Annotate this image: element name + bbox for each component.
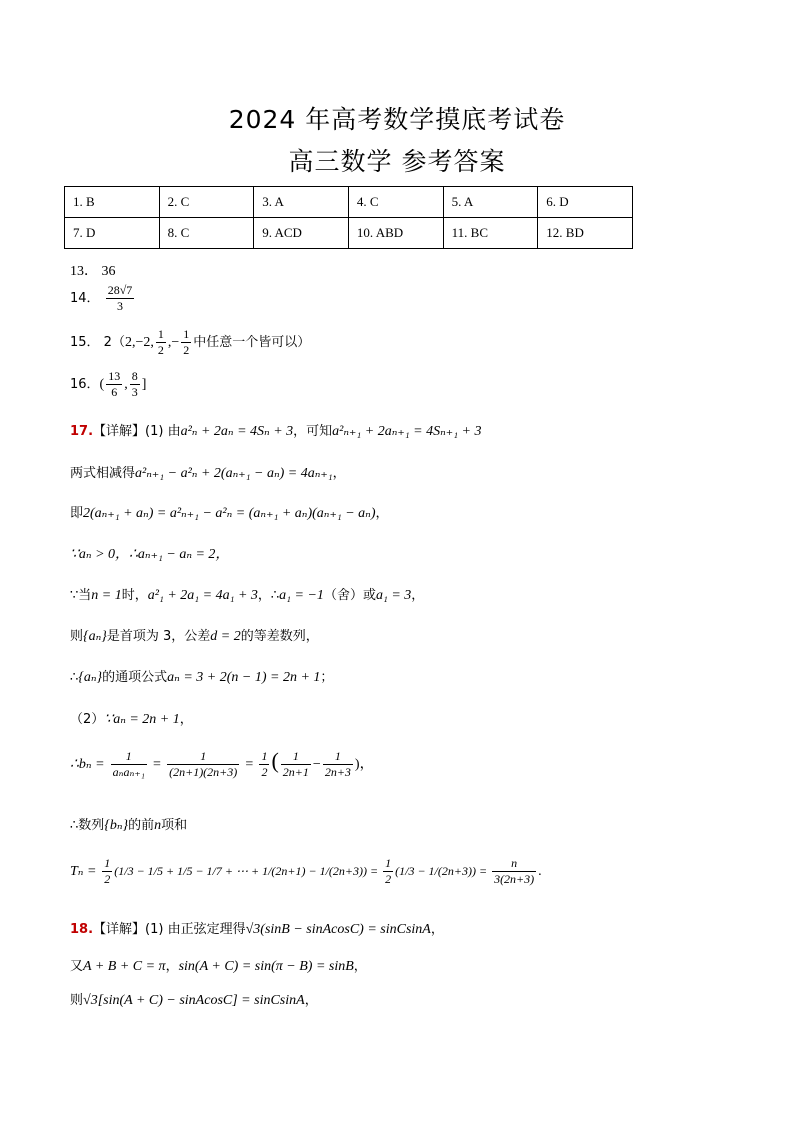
answer-cell: 7. D [65,218,160,249]
q17-line-1: 17.【详解】(1) 由a²ₙ + 2aₙ = 4Sₙ + 3，可知a²ₙ₊₁ + 2aₙ₊₁ = 4Sₙ₊₁ + 3 [70,424,482,439]
q17-line-5: ∵当n = 1时，a²₁ + 2a₁ = 4a₁ + 3，∴a₁ = −1（舍）或a₁ = 3， [70,588,425,603]
fraction: $\frac{1}{2n+3}$ [324,749,351,779]
q17-line-11: Tₙ = $\frac{1}{2}$ (1/3 − 1/5 + 1/5 − 1/7 + ⋯ + 1/(2n+1) − 1/(2n+3)) = $\frac{1}{2}$ (1/3 − 1/(2n+3)) = $\frac{n}{3(2n+3)}$ . [70,856,542,886]
fraction: $\frac{1}{(2n+1)(2n+3)}$ [169,749,238,779]
answer-cell: 1. B [65,187,160,218]
q18-line-2: 又A + B + C = π，sin(A + C) = sin(π − B) = sinB， [70,959,367,974]
q17-line-9: ∴bₙ = $\frac{1}{\text{aₙaₙ₊₁}}$ = $\frac{1}{(2n+1)(2n+3)}$ = $\frac{1}{2}$ ( $\frac{1}{2n+1}$ − $\frac{1}{2n+3}$ )， [70,748,374,779]
answer-13: 13． 36 [70,264,116,279]
answer-cell: 5. A [443,187,538,218]
answer-14: 14． $\frac{28√7}{3}$ [70,283,133,313]
answer-cell: 9. ACD [254,218,349,249]
answer-cell: 10. ABD [348,218,443,249]
fraction: $\frac{28√7}{3}$ [107,283,133,313]
answer-cell: 8. C [159,218,254,249]
q17-line-2: 两式相减得a²ₙ₊₁ − a²ₙ + 2(aₙ₊₁ − aₙ) = 4aₙ₊₁， [70,466,346,481]
q17-line-7: ∴{aₙ}的通项公式aₙ = 3 + 2(n − 1) = 2n + 1； [70,670,334,685]
answer-table [64,186,633,249]
q17-line-6: 则{aₙ}是首项为 3，公差d = 2的等差数列， [70,629,319,644]
answer-16: 16．( $\frac{13}{6}$ , $\frac{8}{3}$ ] [70,369,147,399]
fraction: $\frac{1}{\text{aₙaₙ₊₁}}$ [112,749,145,779]
answer-row [65,187,633,218]
q17-line-8: （2）∵aₙ = 2n + 1， [70,712,193,727]
document-title: 2024 年高考数学摸底考试卷 [228,105,566,134]
answer-cell: 2. C [159,187,254,218]
answer-cell: 6. D [538,187,633,218]
fraction: $\frac{1}{2n+1}$ [282,749,309,779]
fraction: $\frac{13}{6}$ [108,369,121,399]
q17-line-4: ∵aₙ > 0，∴aₙ₊₁ − aₙ = 2， [70,547,230,562]
answer-cell: 11. BC [443,218,538,249]
answer-row [65,218,633,249]
fraction: $\frac{1}{2}$ [261,749,268,779]
answer-cell: 12. BD [538,218,633,249]
answer-cell: 3. A [254,187,349,218]
question-number: 17. [70,424,94,439]
q17-line-10: ∴数列{bₙ}的前n项和 [70,818,188,833]
document-subtitle: 高三数学 参考答案 [288,147,506,176]
fraction: $\frac{8}{3}$ [131,369,138,399]
fraction: $\frac{1}{2}$ [183,327,190,357]
q18-line-1: 18.【详解】(1) 由正弦定理得√3(sinB − sinAcosC) = sinCsinA， [70,922,444,937]
q17-line-3: 即2(aₙ₊₁ + aₙ) = a²ₙ₊₁ − a²ₙ = (aₙ₊₁ + aₙ)(aₙ₊₁ − aₙ)， [70,506,389,521]
answer-15: 15． 2（2,−2, $\frac{1}{2}$ ,− $\frac{1}{2}$ 中任意一个皆可以） [70,327,311,357]
fraction: $\frac{1}{2}$ [385,856,392,886]
fraction: $\frac{n}{3(2n+3)}$ [494,856,535,886]
q18-line-3: 则√3[sin(A + C) − sinAcosC] = sinCsinA， [70,993,318,1008]
question-number: 18. [70,922,94,937]
answer-cell: 4. C [348,187,443,218]
fraction: $\frac{1}{2}$ [104,856,111,886]
fraction: $\frac{1}{2}$ [157,327,164,357]
